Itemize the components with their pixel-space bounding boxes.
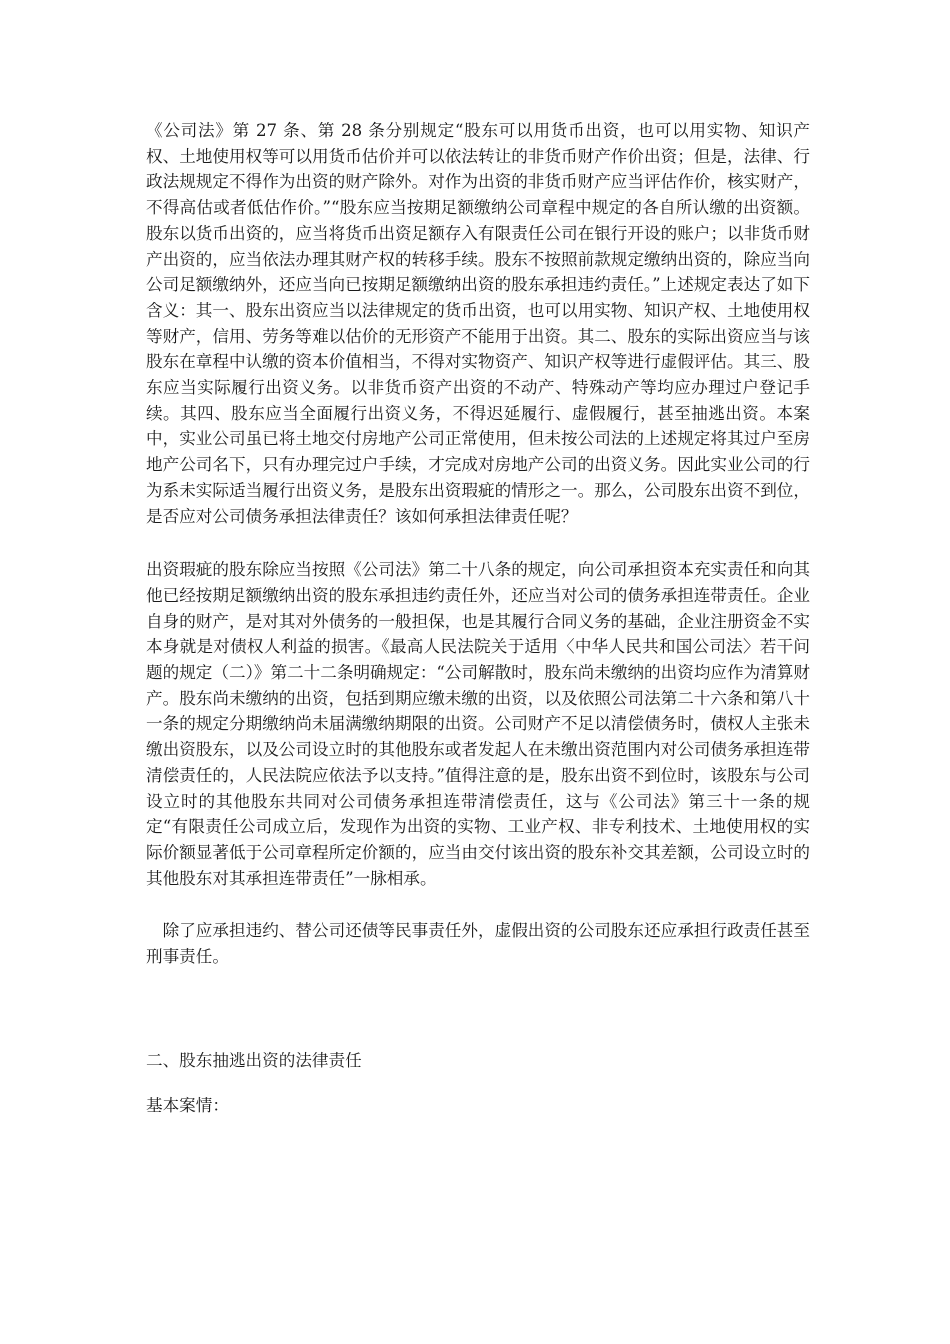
paragraph-defective-contribution-liability: 出资瑕疵的股东除应当按照《公司法》第二十八条的规定，向公司承担资本充实责任和向其他已经按期足额缴纳出资的股东承担违约责任外，还应当对公司的债务承担连带责任。企业自身的财产，是对其对外债务的一般担保，也是其履行合同义务的基础，企业注册资金不实本身就是对债权人利益的损害。《最高人民法院关于适用〈中华人民共和国公司法〉若干问题的规定（二）》第二十二条明确规定：“公司解散时，股东尚未缴纳的出资均应作为清算财产。股东尚未缴纳的出资，包括到期应缴未缴的出资，以及依照公司法第二十六条和第八十一条的规定分期缴纳尚未届满缴纳期限的出资。公司财产不足以清偿债务时，债权人主张未缴出资股东，以及公司设立时的其他股东或者发起人在未缴出资范围内对公司债务承担连带清偿责任的，人民法院应依法予以支持。”值得注意的是，股东出资不到位时，该股东与公司设立时的其他股东共同对公司债务承担连带清偿责任，这与《公司法》第三十一条的规定“有限责任公司成立后，发现作为出资的实物、工业产权、非专利技术、土地使用权的实际价额显著低于公司章程所定价额的，应当由交付该出资的股东补交其差额，公司设立时的其他股东对其承担连带责任”一脉相承。 xyxy=(146,560,810,888)
document-body xyxy=(146,118,810,1118)
case-facts-heading: 基本案情： xyxy=(146,1095,229,1115)
section-heading: 二、股东抽逃出资的法律责任 xyxy=(146,1050,362,1070)
paragraph-administrative-criminal-liability: 除了应承担违约、替公司还债等民事责任外，虚假出资的公司股东还应承担行政责任甚至刑事责任。 xyxy=(146,921,810,967)
paragraph-capital-contribution-rules: 《公司法》第 27 条、第 28 条分别规定“股东可以用货币出资，也可以用实物、知识产权、土地使用权等可以用货币估价并可以依法转让的非货币财产作价出资；但是，法律、行政法规规定不得作为出资的财产除外。对作为出资的非货币财产应当评估作价，核实财产，不得高估或者低估作价。”“股东应当按期足额缴纳公司章程中规定的各自所认缴的出资额。股东以货币出资的，应当将货币出资足额存入有限责任公司在银行开设的账户；以非货币财产出资的，应当依法办理其财产权的转移手续。股东不按照前款规定缴纳出资的，除应当向公司足额缴纳外，还应当向已按期足额缴纳出资的股东承担违约责任。”上述规定表达了如下含义：其一、股东出资应当以法律规定的货币出资，也可以用实物、知识产权、土地使用权等财产，信用、劳务等难以估价的无形资产不能用于出资。其二、股东的实际出资应当与该股东在章程中认缴的资本价值相当，不得对实物资产、知识产权等进行虚假评估。其三、股东应当实际履行出资义务。以非货币资产出资的不动产、特殊动产等均应办理过户登记手续。其四、股东应当全面履行出资义务，不得迟延履行、虚假履行，甚至抽逃出资。本案中，实业公司虽已将土地交付房地产公司正常使用，但未按公司法的上述规定将其过户至房地产公司名下，只有办理完过户手续，才完成对房地产公司的出资义务。因此实业公司的行为系未实际适当履行出资义务，是股东出资瑕疵的情形之一。那么，公司股东出资不到位，是否应对公司债务承担法律责任？该如何承担法律责任呢？ xyxy=(146,121,810,526)
